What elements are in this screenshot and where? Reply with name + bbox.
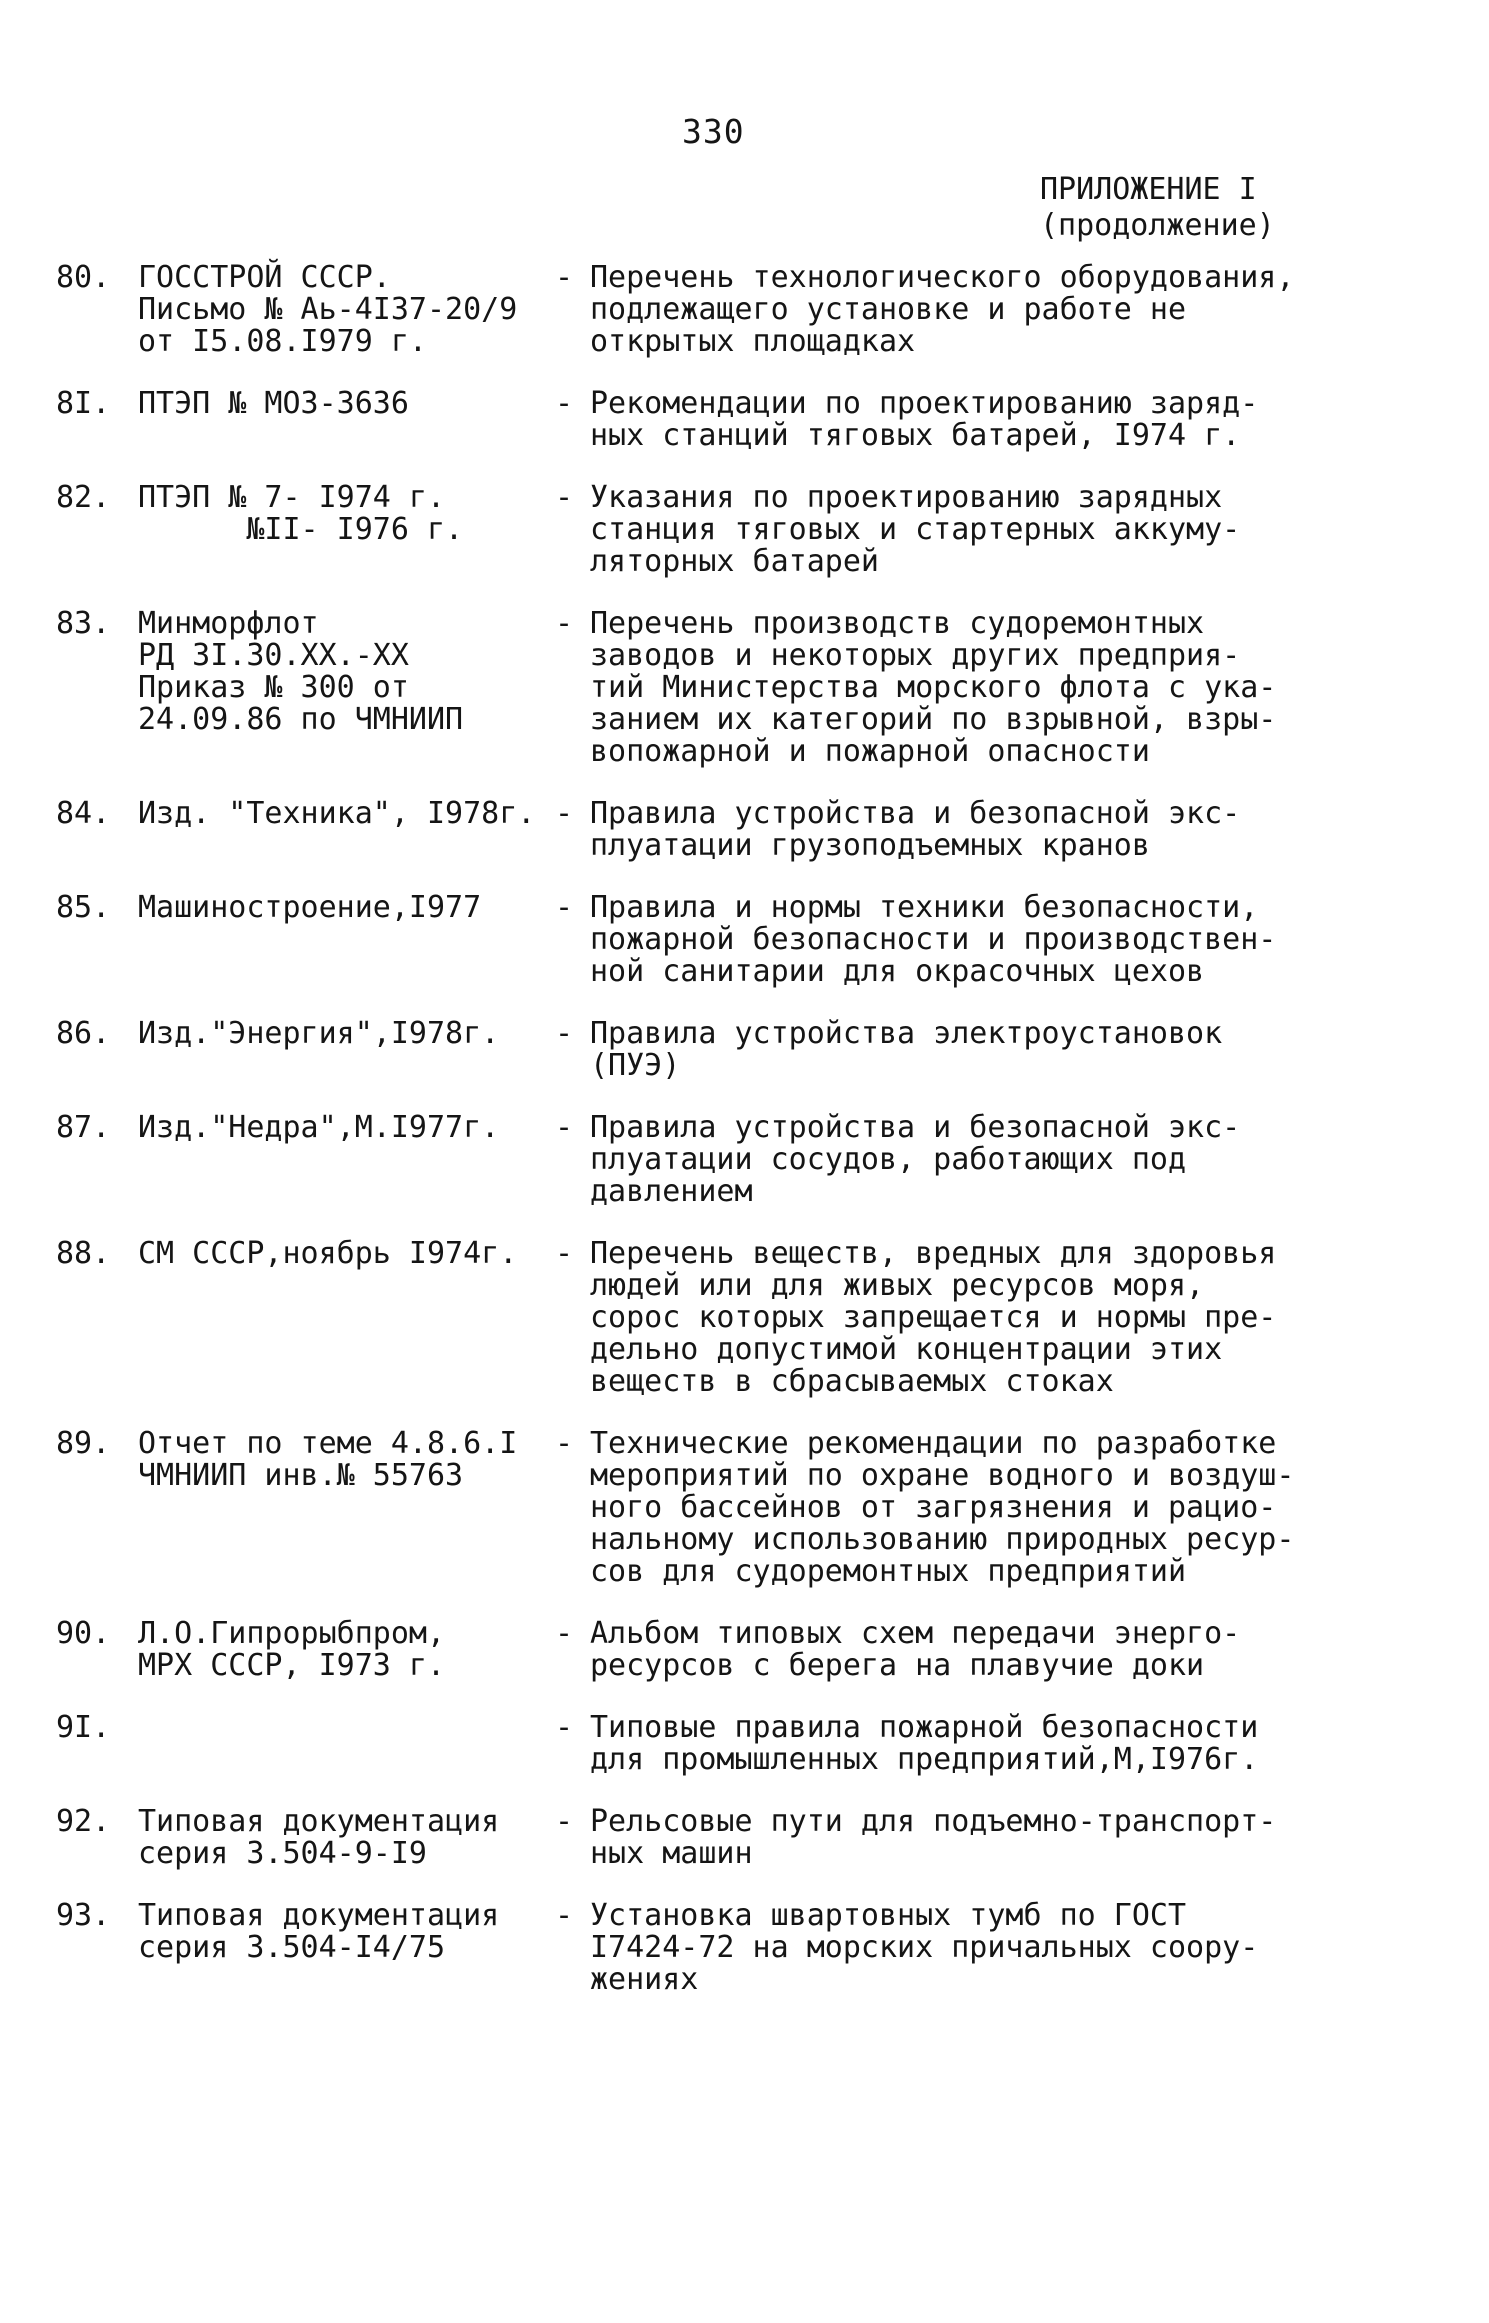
item-description: Перечень веществ, вредных для здоровья людей или для живых ресурсов моря, сорос которых запрещается и нормы пре- дельно допустимой концентрации этих веществ в сбрасываемых стоках — [590, 1236, 1277, 1399]
item-description: Рельсовые пути для подъемно-транспорт- ных машин — [590, 1804, 1277, 1871]
item-dash: - — [554, 480, 574, 515]
reference-list — [0, 262, 1489, 2026]
item-description: Перечень технологического оборудования, подлежащего установке и работе не открытых площадках — [590, 260, 1295, 359]
item-source: ПТЭП № 7- I974 г. №II- I976 г. — [138, 480, 464, 547]
item-number: 85. — [56, 890, 111, 925]
item-number: 88. — [56, 1236, 111, 1271]
item-source: Минморфлот РД 3I.30.ХХ.-ХХ Приказ № 300 от 24.09.86 по ЧМНИИП — [138, 606, 464, 737]
item-source: Машиностроение,I977 — [138, 890, 482, 925]
item-description: Установка швартовных тумб по ГОСТ I7424-72 на морских причальных соору- жениях — [590, 1898, 1259, 1997]
item-source: Типовая документация серия 3.504-I4/75 — [138, 1898, 500, 1965]
item-description: Типовые правила пожарной безопасности для промышленных предприятий,М,I976г. — [590, 1710, 1259, 1777]
item-number: 89. — [56, 1426, 111, 1461]
list-item-80 — [0, 262, 1489, 358]
item-dash: - — [554, 890, 574, 925]
item-description: Правила устройства и безопасной экс- плуатации сосудов, работающих под давлением — [590, 1110, 1241, 1209]
list-item-87 — [0, 1112, 1489, 1208]
item-dash: - — [554, 1710, 574, 1745]
list-item-83 — [0, 608, 1489, 768]
item-number: 83. — [56, 606, 111, 641]
item-source: Типовая документация серия 3.504-9-I9 — [138, 1804, 500, 1871]
item-description: Перечень производств судоремонтных заводов и некоторых других предприя- тий Министерства морского флота с ука- занием их категорий по взрывной, взры- вопожарной и пожарной опасности — [590, 606, 1277, 769]
item-dash: - — [554, 1016, 574, 1051]
item-number: 8I. — [56, 386, 111, 421]
item-source: СМ СССР,ноябрь I974г. — [138, 1236, 518, 1271]
list-item-93 — [0, 1900, 1489, 1996]
list-item-81 — [0, 388, 1489, 452]
item-dash: - — [554, 1898, 574, 1933]
item-dash: - — [554, 1616, 574, 1651]
appendix-heading — [1040, 172, 1275, 244]
item-description: Правила устройства и безопасной экс- плуатации грузоподъемных кранов — [590, 796, 1241, 863]
list-item-89 — [0, 1428, 1489, 1588]
item-dash: - — [554, 606, 574, 641]
list-item-82 — [0, 482, 1489, 578]
item-number: 93. — [56, 1898, 111, 1933]
appendix-title: ПРИЛОЖЕНИЕ I — [1040, 172, 1257, 207]
item-number: 82. — [56, 480, 111, 515]
item-number: 80. — [56, 260, 111, 295]
item-source: Изд."Недра",М.I977г. — [138, 1110, 500, 1145]
item-dash: - — [554, 386, 574, 421]
item-description: Альбом типовых схем передачи энерго- ресурсов с берега на плавучие доки — [590, 1616, 1241, 1683]
item-source: ПТЭП № МОЗ-3636 — [138, 386, 409, 421]
item-number: 84. — [56, 796, 111, 831]
list-item-91 — [0, 1712, 1489, 1776]
item-dash: - — [554, 1426, 574, 1461]
item-number: 90. — [56, 1616, 111, 1651]
item-dash: - — [554, 1804, 574, 1839]
list-item-90 — [0, 1618, 1489, 1682]
item-number: 9I. — [56, 1710, 111, 1745]
item-dash: - — [554, 1236, 574, 1271]
list-item-92 — [0, 1806, 1489, 1870]
page-number: 330 — [682, 112, 745, 151]
item-dash: - — [554, 796, 574, 831]
list-item-85 — [0, 892, 1489, 988]
item-dash: - — [554, 260, 574, 295]
item-description: Правила и нормы техники безопасности, пожарной безопасности и производствен- ной санитарии для окрасочных цехов — [590, 890, 1277, 989]
item-description: Технические рекомендации по разработке мероприятий по охране водного и воздуш- ного бассейнов от загрязнения и рацио- нальному использованию природных ресур- сов для судоремонтных предприятий — [590, 1426, 1295, 1589]
item-dash: - — [554, 1110, 574, 1145]
item-number: 87. — [56, 1110, 111, 1145]
list-item-84 — [0, 798, 1489, 862]
item-description: Рекомендации по проектированию заряд- ных станций тяговых батарей, I974 г. — [590, 386, 1259, 453]
list-item-86 — [0, 1018, 1489, 1082]
item-source: Изд."Энергия",I978г. — [138, 1016, 500, 1051]
item-source: Л.О.Гипрорыбпром, МРХ СССР, I973 г. — [138, 1616, 446, 1683]
item-source: Изд. "Техника", I978г. — [138, 796, 536, 831]
item-number: 92. — [56, 1804, 111, 1839]
list-item-88 — [0, 1238, 1489, 1398]
item-source: ГОССТРОЙ СССР. Письмо № Аь-4I37-20/9 от I5.08.I979 г. — [138, 260, 518, 359]
item-source: Отчет по теме 4.8.6.I ЧМНИИП инв.№ 55763 — [138, 1426, 518, 1493]
item-description: Указания по проектированию зарядных станция тяговых и стартерных аккуму- ляторных батарей — [590, 480, 1241, 579]
item-description: Правила устройства электроустановок (ПУЭ) — [590, 1016, 1223, 1083]
appendix-subtitle: (продолжение) — [1040, 208, 1275, 243]
item-number: 86. — [56, 1016, 111, 1051]
